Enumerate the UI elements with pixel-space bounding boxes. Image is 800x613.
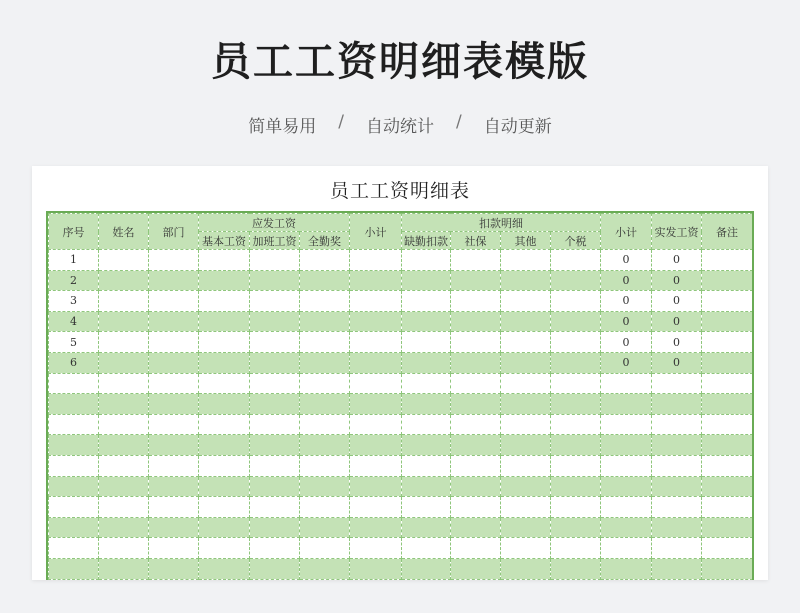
cell-remarks[interactable] xyxy=(702,558,753,579)
cell-seq[interactable] xyxy=(49,373,99,394)
cell-name[interactable] xyxy=(99,250,149,271)
cell-absence-deduction[interactable] xyxy=(402,352,451,373)
cell-seq[interactable]: 6 xyxy=(49,352,99,373)
cell-base-pay[interactable] xyxy=(199,558,250,579)
cell-absence-deduction[interactable] xyxy=(402,270,451,291)
cell-other[interactable] xyxy=(501,311,551,332)
cell-base-pay[interactable] xyxy=(199,394,250,415)
cell-net-pay[interactable] xyxy=(652,414,702,435)
cell-absence-deduction[interactable] xyxy=(402,558,451,579)
cell-social-security[interactable] xyxy=(451,476,501,497)
cell-overtime-pay[interactable] xyxy=(250,558,300,579)
cell-base-pay[interactable] xyxy=(199,538,250,559)
cell-dept[interactable] xyxy=(149,332,199,353)
cell-base-pay[interactable] xyxy=(199,476,250,497)
cell-subtotal2[interactable] xyxy=(601,435,652,456)
cell-subtotal1[interactable] xyxy=(350,311,402,332)
table-row xyxy=(49,352,753,373)
header-subtotal-deduction: 小计 xyxy=(601,214,652,250)
cell-net-pay[interactable]: 0 xyxy=(652,250,702,271)
cell-name[interactable] xyxy=(99,558,149,579)
cell-subtotal1[interactable] xyxy=(350,517,402,538)
cell-base-pay[interactable] xyxy=(199,311,250,332)
cell-remarks[interactable] xyxy=(702,394,753,415)
table-row xyxy=(49,250,753,271)
cell-subtotal1[interactable] xyxy=(350,435,402,456)
cell-other[interactable] xyxy=(501,332,551,353)
cell-absence-deduction[interactable] xyxy=(402,291,451,312)
cell-income-tax[interactable] xyxy=(551,538,601,559)
cell-attendance-bonus[interactable] xyxy=(300,270,350,291)
feature-tagline xyxy=(0,112,800,137)
cell-subtotal1[interactable] xyxy=(350,352,402,373)
cell-subtotal2[interactable] xyxy=(601,476,652,497)
cell-social-security[interactable] xyxy=(451,558,501,579)
cell-net-pay[interactable] xyxy=(652,476,702,497)
header-social-security: 社保 xyxy=(451,232,501,250)
cell-dept[interactable] xyxy=(149,311,199,332)
table-row xyxy=(49,291,753,312)
cell-income-tax[interactable] xyxy=(551,373,601,394)
cell-income-tax[interactable] xyxy=(551,455,601,476)
cell-overtime-pay[interactable] xyxy=(250,352,300,373)
cell-other[interactable] xyxy=(501,270,551,291)
cell-dept[interactable] xyxy=(149,394,199,415)
cell-base-pay[interactable] xyxy=(199,291,250,312)
cell-other[interactable] xyxy=(501,414,551,435)
header-name: 姓名 xyxy=(99,214,149,250)
cell-subtotal2[interactable]: 0 xyxy=(601,291,652,312)
cell-social-security[interactable] xyxy=(451,250,501,271)
cell-overtime-pay[interactable] xyxy=(250,476,300,497)
table-row xyxy=(49,311,753,332)
cell-subtotal2[interactable] xyxy=(601,455,652,476)
cell-name[interactable] xyxy=(99,332,149,353)
cell-other[interactable] xyxy=(501,517,551,538)
cell-subtotal1[interactable] xyxy=(350,291,402,312)
tag-auto-update: 自动更新 xyxy=(483,117,552,137)
header-net-pay: 实发工资 xyxy=(652,214,702,250)
cell-attendance-bonus[interactable] xyxy=(300,455,350,476)
cell-other[interactable] xyxy=(501,497,551,518)
cell-overtime-pay[interactable] xyxy=(250,311,300,332)
cell-subtotal1[interactable] xyxy=(350,414,402,435)
cell-other[interactable] xyxy=(501,455,551,476)
cell-attendance-bonus[interactable] xyxy=(300,250,350,271)
header-absence-deduction: 缺勤扣款 xyxy=(402,232,451,250)
cell-attendance-bonus[interactable] xyxy=(300,476,350,497)
cell-dept[interactable] xyxy=(149,270,199,291)
cell-net-pay[interactable]: 0 xyxy=(652,332,702,353)
cell-seq[interactable]: 2 xyxy=(49,270,99,291)
table-body xyxy=(49,250,753,580)
page-title: 员工工资明细表模版 xyxy=(211,39,589,85)
cell-subtotal1[interactable] xyxy=(350,373,402,394)
cell-dept[interactable] xyxy=(149,414,199,435)
cell-attendance-bonus[interactable] xyxy=(300,497,350,518)
cell-social-security[interactable] xyxy=(451,311,501,332)
cell-absence-deduction[interactable] xyxy=(402,414,451,435)
cell-dept[interactable] xyxy=(149,250,199,271)
cell-base-pay[interactable] xyxy=(199,373,250,394)
cell-income-tax[interactable] xyxy=(551,435,601,456)
cell-subtotal1[interactable] xyxy=(350,332,402,353)
cell-net-pay[interactable] xyxy=(652,394,702,415)
cell-name[interactable] xyxy=(99,373,149,394)
cell-seq[interactable] xyxy=(49,394,99,415)
cell-seq[interactable] xyxy=(49,538,99,559)
cell-overtime-pay[interactable] xyxy=(250,435,300,456)
cell-attendance-bonus[interactable] xyxy=(300,435,350,456)
cell-name[interactable] xyxy=(99,455,149,476)
tag-separator: / xyxy=(338,112,344,132)
cell-dept[interactable] xyxy=(149,517,199,538)
cell-income-tax[interactable] xyxy=(551,517,601,538)
cell-seq[interactable] xyxy=(49,558,99,579)
cell-social-security[interactable] xyxy=(451,332,501,353)
cell-seq[interactable]: 3 xyxy=(49,291,99,312)
header-base-pay: 基本工资 xyxy=(199,232,250,250)
cell-subtotal1[interactable] xyxy=(350,476,402,497)
cell-base-pay[interactable] xyxy=(199,414,250,435)
spreadsheet-preview xyxy=(32,166,768,580)
cell-attendance-bonus[interactable] xyxy=(300,332,350,353)
cell-seq[interactable]: 1 xyxy=(49,250,99,271)
cell-attendance-bonus[interactable] xyxy=(300,291,350,312)
cell-name[interactable] xyxy=(99,311,149,332)
cell-income-tax[interactable] xyxy=(551,352,601,373)
cell-overtime-pay[interactable] xyxy=(250,250,300,271)
cell-other[interactable] xyxy=(501,538,551,559)
tag-separator: / xyxy=(456,112,462,132)
cell-remarks[interactable] xyxy=(702,291,753,312)
tag-auto-calc: 自动统计 xyxy=(366,117,434,137)
cell-subtotal1[interactable] xyxy=(350,394,402,415)
cell-net-pay[interactable]: 0 xyxy=(652,352,702,373)
cell-social-security[interactable] xyxy=(451,435,501,456)
cell-remarks[interactable] xyxy=(702,414,753,435)
cell-attendance-bonus[interactable] xyxy=(300,517,350,538)
cell-social-security[interactable] xyxy=(451,270,501,291)
cell-subtotal1[interactable] xyxy=(350,558,402,579)
cell-attendance-bonus[interactable] xyxy=(300,414,350,435)
cell-dept[interactable] xyxy=(149,352,199,373)
cell-net-pay[interactable] xyxy=(652,558,702,579)
table-row xyxy=(49,455,753,476)
cell-remarks[interactable] xyxy=(702,538,753,559)
table-row xyxy=(49,414,753,435)
table-row xyxy=(49,270,753,291)
cell-name[interactable] xyxy=(99,394,149,415)
cell-overtime-pay[interactable] xyxy=(250,291,300,312)
cell-absence-deduction[interactable] xyxy=(402,435,451,456)
cell-remarks[interactable] xyxy=(702,311,753,332)
cell-overtime-pay[interactable] xyxy=(250,414,300,435)
cell-subtotal1[interactable] xyxy=(350,455,402,476)
cell-other[interactable] xyxy=(501,476,551,497)
cell-income-tax[interactable] xyxy=(551,250,601,271)
cell-remarks[interactable] xyxy=(702,476,753,497)
cell-attendance-bonus[interactable] xyxy=(300,352,350,373)
cell-absence-deduction[interactable] xyxy=(402,250,451,271)
cell-net-pay[interactable] xyxy=(652,373,702,394)
cell-seq[interactable] xyxy=(49,455,99,476)
sheet-title: 员工工资明细表 xyxy=(329,180,470,202)
cell-seq[interactable] xyxy=(49,414,99,435)
cell-base-pay[interactable] xyxy=(199,455,250,476)
table-row xyxy=(49,394,753,415)
cell-base-pay[interactable] xyxy=(199,250,250,271)
cell-remarks[interactable] xyxy=(702,455,753,476)
cell-social-security[interactable] xyxy=(451,497,501,518)
cell-income-tax[interactable] xyxy=(551,414,601,435)
cell-base-pay[interactable] xyxy=(199,270,250,291)
cell-overtime-pay[interactable] xyxy=(250,455,300,476)
cell-dept[interactable] xyxy=(149,558,199,579)
header-other: 其他 xyxy=(501,232,551,250)
cell-base-pay[interactable] xyxy=(199,497,250,518)
table-row xyxy=(49,332,753,353)
cell-net-pay[interactable]: 0 xyxy=(652,311,702,332)
cell-other[interactable] xyxy=(501,352,551,373)
cell-name[interactable] xyxy=(99,435,149,456)
cell-net-pay[interactable] xyxy=(652,538,702,559)
cell-absence-deduction[interactable] xyxy=(402,497,451,518)
cell-other[interactable] xyxy=(501,250,551,271)
cell-base-pay[interactable] xyxy=(199,517,250,538)
cell-absence-deduction[interactable] xyxy=(402,332,451,353)
cell-income-tax[interactable] xyxy=(551,291,601,312)
cell-seq[interactable]: 4 xyxy=(49,311,99,332)
cell-remarks[interactable] xyxy=(702,332,753,353)
cell-remarks[interactable] xyxy=(702,497,753,518)
cell-income-tax[interactable] xyxy=(551,332,601,353)
header-overtime-pay: 加班工资 xyxy=(250,232,300,250)
cell-subtotal2[interactable]: 0 xyxy=(601,332,652,353)
header-dept: 部门 xyxy=(149,214,199,250)
cell-name[interactable] xyxy=(99,414,149,435)
cell-seq[interactable] xyxy=(49,476,99,497)
cell-net-pay[interactable] xyxy=(652,455,702,476)
cell-dept[interactable] xyxy=(149,435,199,456)
cell-remarks[interactable] xyxy=(702,250,753,271)
header-income-tax: 个税 xyxy=(551,232,601,250)
tag-easy-to-use: 简单易用 xyxy=(248,117,317,137)
cell-remarks[interactable] xyxy=(702,435,753,456)
cell-social-security[interactable] xyxy=(451,538,501,559)
cell-name[interactable] xyxy=(99,517,149,538)
salary-table xyxy=(48,213,753,580)
header-subtotal-payable: 小计 xyxy=(350,214,402,250)
cell-absence-deduction[interactable] xyxy=(402,517,451,538)
cell-subtotal2[interactable] xyxy=(601,373,652,394)
cell-social-security[interactable] xyxy=(451,414,501,435)
cell-dept[interactable] xyxy=(149,373,199,394)
cell-income-tax[interactable] xyxy=(551,558,601,579)
cell-dept[interactable] xyxy=(149,538,199,559)
cell-remarks[interactable] xyxy=(702,517,753,538)
cell-base-pay[interactable] xyxy=(199,435,250,456)
cell-attendance-bonus[interactable] xyxy=(300,373,350,394)
cell-subtotal2[interactable] xyxy=(601,414,652,435)
cell-subtotal2[interactable] xyxy=(601,517,652,538)
cell-name[interactable] xyxy=(99,497,149,518)
cell-income-tax[interactable] xyxy=(551,270,601,291)
cell-dept[interactable] xyxy=(149,497,199,518)
header-attendance-bonus: 全勤奖 xyxy=(300,232,350,250)
cell-absence-deduction[interactable] xyxy=(402,476,451,497)
cell-attendance-bonus[interactable] xyxy=(300,311,350,332)
cell-seq[interactable]: 5 xyxy=(49,332,99,353)
cell-overtime-pay[interactable] xyxy=(250,517,300,538)
cell-dept[interactable] xyxy=(149,455,199,476)
cell-net-pay[interactable] xyxy=(652,497,702,518)
cell-net-pay[interactable]: 0 xyxy=(652,270,702,291)
cell-overtime-pay[interactable] xyxy=(250,373,300,394)
cell-dept[interactable] xyxy=(149,476,199,497)
cell-overtime-pay[interactable] xyxy=(250,538,300,559)
cell-absence-deduction[interactable] xyxy=(402,373,451,394)
cell-overtime-pay[interactable] xyxy=(250,270,300,291)
cell-other[interactable] xyxy=(501,291,551,312)
cell-subtotal2[interactable]: 0 xyxy=(601,311,652,332)
cell-subtotal2[interactable]: 0 xyxy=(601,250,652,271)
table-row xyxy=(49,435,753,456)
cell-remarks[interactable] xyxy=(702,270,753,291)
header-seq: 序号 xyxy=(49,214,99,250)
cell-name[interactable] xyxy=(99,352,149,373)
table-row xyxy=(49,538,753,559)
table-row xyxy=(49,558,753,579)
cell-base-pay[interactable] xyxy=(199,352,250,373)
table-row xyxy=(49,517,753,538)
cell-remarks[interactable] xyxy=(702,373,753,394)
cell-net-pay[interactable]: 0 xyxy=(652,291,702,312)
cell-seq[interactable] xyxy=(49,517,99,538)
cell-remarks[interactable] xyxy=(702,352,753,373)
cell-overtime-pay[interactable] xyxy=(250,497,300,518)
header-deduction-group: 扣款明细 xyxy=(402,214,601,232)
cell-attendance-bonus[interactable] xyxy=(300,394,350,415)
cell-subtotal1[interactable] xyxy=(350,538,402,559)
cell-income-tax[interactable] xyxy=(551,311,601,332)
cell-other[interactable] xyxy=(501,373,551,394)
cell-social-security[interactable] xyxy=(451,517,501,538)
table-row xyxy=(49,476,753,497)
cell-absence-deduction[interactable] xyxy=(402,455,451,476)
cell-income-tax[interactable] xyxy=(551,497,601,518)
cell-income-tax[interactable] xyxy=(551,476,601,497)
table-row xyxy=(49,373,753,394)
cell-attendance-bonus[interactable] xyxy=(300,558,350,579)
cell-name[interactable] xyxy=(99,270,149,291)
cell-seq[interactable] xyxy=(49,435,99,456)
cell-subtotal2[interactable] xyxy=(601,497,652,518)
cell-dept[interactable] xyxy=(149,291,199,312)
cell-net-pay[interactable] xyxy=(652,435,702,456)
cell-name[interactable] xyxy=(99,476,149,497)
cell-social-security[interactable] xyxy=(451,352,501,373)
cell-subtotal2[interactable] xyxy=(601,394,652,415)
cell-subtotal2[interactable] xyxy=(601,538,652,559)
cell-absence-deduction[interactable] xyxy=(402,394,451,415)
cell-name[interactable] xyxy=(99,291,149,312)
cell-subtotal1[interactable] xyxy=(350,270,402,291)
cell-subtotal2[interactable]: 0 xyxy=(601,270,652,291)
cell-name[interactable] xyxy=(99,538,149,559)
cell-subtotal2[interactable] xyxy=(601,558,652,579)
cell-base-pay[interactable] xyxy=(199,332,250,353)
cell-social-security[interactable] xyxy=(451,291,501,312)
cell-other[interactable] xyxy=(501,394,551,415)
cell-subtotal1[interactable] xyxy=(350,497,402,518)
cell-overtime-pay[interactable] xyxy=(250,332,300,353)
cell-absence-deduction[interactable] xyxy=(402,538,451,559)
cell-attendance-bonus[interactable] xyxy=(300,538,350,559)
cell-overtime-pay[interactable] xyxy=(250,394,300,415)
cell-social-security[interactable] xyxy=(451,455,501,476)
cell-other[interactable] xyxy=(501,435,551,456)
salary-table-frame xyxy=(46,211,754,580)
cell-income-tax[interactable] xyxy=(551,394,601,415)
header-payable-group: 应发工资 xyxy=(199,214,350,232)
cell-seq[interactable] xyxy=(49,497,99,518)
cell-net-pay[interactable] xyxy=(652,517,702,538)
header-remarks: 备注 xyxy=(702,214,753,250)
cell-absence-deduction[interactable] xyxy=(402,311,451,332)
cell-subtotal1[interactable] xyxy=(350,250,402,271)
cell-social-security[interactable] xyxy=(451,394,501,415)
cell-social-security[interactable] xyxy=(451,373,501,394)
cell-other[interactable] xyxy=(501,558,551,579)
table-row xyxy=(49,497,753,518)
cell-subtotal2[interactable]: 0 xyxy=(601,352,652,373)
